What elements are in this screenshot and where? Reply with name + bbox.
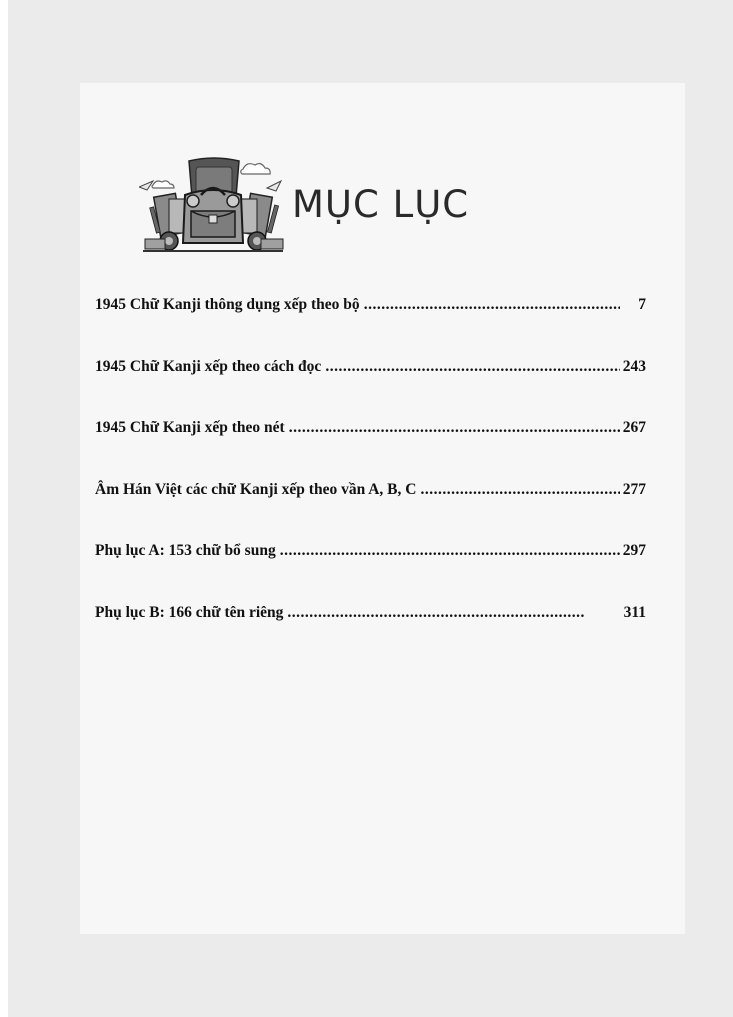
dot-leader: [420, 481, 620, 499]
dot-leader: [364, 296, 620, 314]
dot-leader: [325, 358, 620, 376]
toc-entry-page: 277: [622, 480, 646, 498]
toc-entry-page: 297: [622, 542, 646, 559]
toc-entry[interactable]: [95, 542, 646, 566]
toc-entry-page: 311: [623, 603, 646, 621]
toc-entry-page: 267: [622, 419, 646, 436]
dot-leader: [287, 604, 584, 622]
book-bag-illustration-icon: [139, 155, 287, 255]
toc-entry[interactable]: [95, 604, 646, 628]
toc-entry-label: 1945 Chữ Kanji xếp theo cách đọc: [95, 357, 322, 375]
toc-entry-label: Âm Hán Việt các chữ Kanji xếp theo vần A, B, C: [95, 480, 417, 498]
toc-entry-label: 1945 Chữ Kanji xếp theo nét: [95, 419, 285, 436]
toc-entry[interactable]: [95, 419, 646, 443]
toc-entry-label: 1945 Chữ Kanji thông dụng xếp theo bộ: [95, 296, 360, 313]
toc-entry-page: 243: [622, 357, 646, 375]
toc-entry[interactable]: [95, 296, 646, 320]
dot-leader: [289, 419, 620, 437]
toc-entry[interactable]: [95, 358, 646, 382]
page-title: MỤC LỤC: [292, 183, 470, 226]
toc-entry[interactable]: [95, 481, 646, 505]
toc-entry-label: Phụ lục A: 153 chữ bổ sung: [95, 542, 276, 559]
dot-leader: [280, 542, 620, 560]
toc-entry-page: 7: [638, 296, 646, 313]
toc-entry-label: Phụ lục B: 166 chữ tên riêng: [95, 603, 284, 621]
table-of-contents: [95, 296, 646, 665]
